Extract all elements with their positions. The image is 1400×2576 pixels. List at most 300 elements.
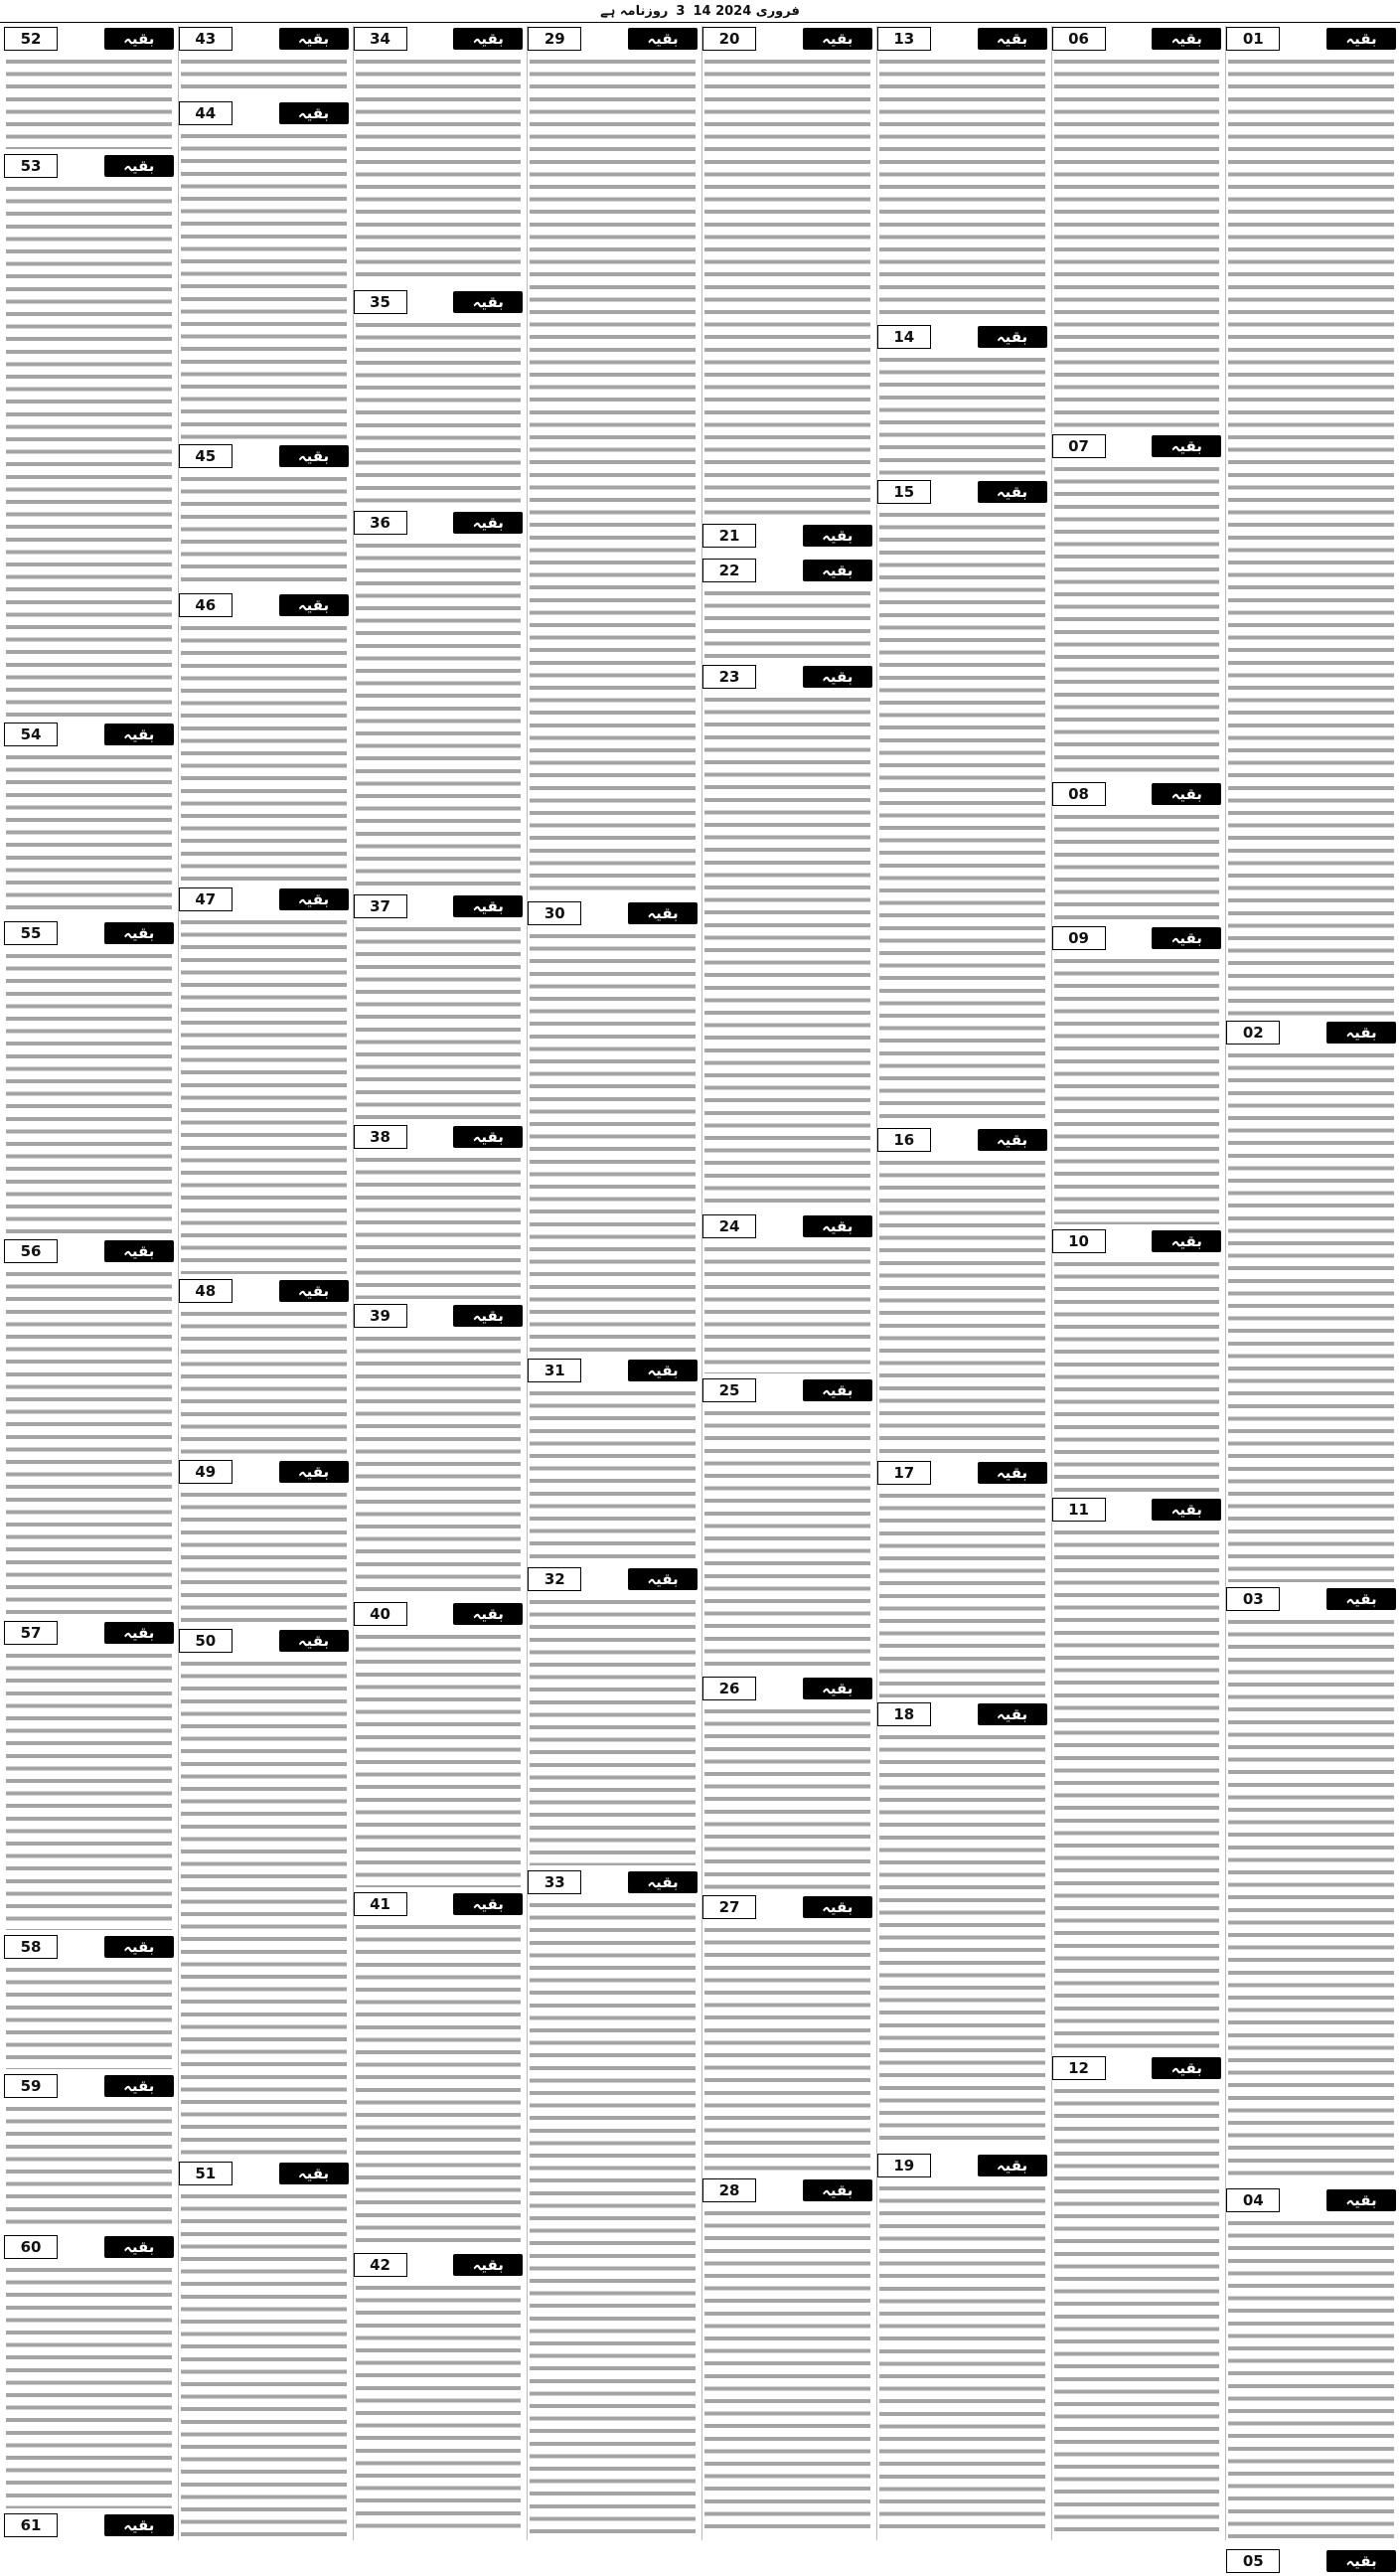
continuation-block-36 [354, 510, 524, 891]
block-number: 54 [4, 723, 58, 746]
article-body-text [1054, 56, 1220, 429]
block-header [1052, 1497, 1222, 1523]
continued-label: بقیہ [978, 2155, 1047, 2176]
block-header [4, 2234, 174, 2260]
block-number: 27 [702, 1895, 756, 1919]
paper-name: روزنامہ ہے [600, 3, 669, 19]
block-header [354, 2252, 524, 2278]
article-body-text [6, 950, 172, 1234]
continuation-block-18 [877, 1701, 1047, 2151]
continued-label: بقیہ [1152, 2057, 1221, 2079]
block-header [4, 2073, 174, 2099]
block-number: 60 [4, 2235, 58, 2259]
continued-label: بقیہ [803, 1678, 872, 1699]
block-number: 07 [1052, 434, 1106, 458]
block-number: 08 [1052, 782, 1106, 806]
continuation-block-56 [4, 1238, 174, 1618]
block-number: 40 [354, 1602, 407, 1626]
block-number: 26 [702, 1677, 756, 1700]
block-number: 57 [4, 1621, 58, 1645]
continued-label: بقیہ [1152, 1230, 1221, 1252]
continuation-block-26 [702, 1676, 872, 1892]
continued-label: بقیہ [1152, 927, 1221, 949]
article-body-text [6, 1650, 172, 1930]
continued-label: بقیہ [803, 666, 872, 688]
continued-label: بقیہ [279, 28, 349, 50]
block-number: 59 [4, 2074, 58, 2098]
block-header [528, 900, 698, 926]
continuation-block-12 [1052, 2055, 1222, 2538]
block-header [1052, 925, 1222, 951]
block-number: 38 [354, 1125, 407, 1149]
block-header [4, 1238, 174, 1264]
article-body-text [1054, 2085, 1220, 2536]
continued-label: بقیہ [279, 2163, 349, 2184]
article-body-text [356, 1921, 522, 2248]
continuation-block-32 [528, 1566, 698, 1867]
continuation-block-05 [1226, 2548, 1396, 2576]
block-number: 41 [354, 1892, 407, 1916]
continued-label: بقیہ [279, 445, 349, 467]
article-body-text [181, 916, 347, 1274]
article-body-text [6, 2264, 172, 2508]
article-body-text [181, 56, 347, 96]
block-number: 12 [1052, 2056, 1106, 2080]
continuation-block-11 [1052, 1497, 1222, 2053]
block-header [877, 2153, 1047, 2178]
block-number: 47 [179, 887, 233, 911]
article-body-text [356, 923, 522, 1120]
continued-label: بقیہ [279, 1280, 349, 1302]
continuation-block-27 [702, 1894, 872, 2175]
continuation-block-47 [179, 886, 349, 1276]
article-body-text [879, 1731, 1045, 2149]
block-number: 11 [1052, 1498, 1106, 1522]
continued-label: بقیہ [978, 1462, 1047, 1484]
block-header [877, 1460, 1047, 1486]
column-4 [701, 26, 872, 2540]
block-header [179, 1278, 349, 1304]
continued-label: بقیہ [453, 1603, 523, 1625]
block-number: 45 [179, 444, 233, 468]
continuation-block-07 [1052, 433, 1222, 779]
continuation-block-43 [179, 26, 349, 98]
block-number: 36 [354, 511, 407, 535]
article-body-text [6, 1268, 172, 1616]
block-number: 05 [1226, 2549, 1280, 2573]
block-number: 44 [179, 101, 233, 125]
article-body-text [356, 1631, 522, 1887]
block-header [1226, 2187, 1396, 2213]
continued-label: بقیہ [1326, 1022, 1396, 1044]
continuation-block-02 [1226, 1020, 1396, 1584]
article-body-text [704, 2207, 870, 2536]
block-number: 51 [179, 2162, 233, 2185]
continuation-block-17 [877, 1460, 1047, 1699]
continuation-block-37 [354, 893, 524, 1122]
block-number: 18 [877, 1702, 931, 1726]
block-header [1052, 26, 1222, 52]
block-header [179, 1628, 349, 1654]
block-number: 61 [4, 2513, 58, 2537]
block-header [1052, 433, 1222, 459]
block-number: 15 [877, 480, 931, 504]
continued-label: بقیہ [628, 1871, 698, 1893]
continued-label: بقیہ [803, 28, 872, 50]
block-header [877, 1127, 1047, 1153]
article-body-text [530, 1899, 696, 2536]
continued-label: بقیہ [803, 1896, 872, 1918]
continued-label: بقیہ [453, 1893, 523, 1915]
continued-label: بقیہ [803, 560, 872, 581]
article-body-text [181, 2190, 347, 2536]
continuation-block-52 [4, 26, 174, 151]
block-number: 53 [4, 154, 58, 178]
block-number: 16 [877, 1128, 931, 1152]
block-header [4, 1934, 174, 1960]
block-number: 06 [1052, 27, 1106, 51]
block-header [702, 2177, 872, 2203]
continuation-block-59 [4, 2073, 174, 2232]
block-number: 33 [528, 1870, 581, 1894]
page-masthead [0, 0, 1400, 23]
block-header [4, 722, 174, 747]
continuation-block-24 [702, 1213, 872, 1375]
block-header [877, 324, 1047, 350]
continued-label: بقیہ [279, 1461, 349, 1483]
block-header [179, 26, 349, 52]
continued-label: بقیہ [453, 28, 523, 50]
continuation-block-31 [528, 1358, 698, 1564]
continuation-block-10 [1052, 1228, 1222, 1495]
continuation-block-09 [1052, 925, 1222, 1226]
continuation-block-60 [4, 2234, 174, 2510]
continued-label: بقیہ [453, 2254, 523, 2276]
article-body-text [1054, 1527, 1220, 2051]
continuation-block-58 [4, 1934, 174, 2071]
continuation-block-57 [4, 1620, 174, 1932]
article-body-text [1054, 463, 1220, 777]
continued-label: بقیہ [453, 1305, 523, 1327]
block-header [4, 920, 174, 946]
article-body-text [879, 509, 1045, 1123]
column-7 [178, 26, 349, 2540]
continuation-block-48 [179, 1278, 349, 1457]
block-header [702, 558, 872, 583]
article-body-text [356, 56, 522, 285]
block-header [702, 1377, 872, 1403]
column-5 [527, 26, 698, 2540]
continuation-block-51 [179, 2161, 349, 2538]
block-header [1052, 781, 1222, 807]
article-body-text [1054, 1258, 1220, 1493]
block-header [702, 26, 872, 52]
block-number: 34 [354, 27, 407, 51]
block-header [1226, 2548, 1396, 2574]
continuation-block-46 [179, 592, 349, 885]
continuation-block-45 [179, 443, 349, 590]
continued-label: بقیہ [978, 326, 1047, 348]
block-number: 31 [528, 1359, 581, 1382]
continuation-block-33 [528, 1869, 698, 2538]
continued-label: بقیہ [978, 481, 1047, 503]
continued-label: بقیہ [279, 102, 349, 124]
block-number: 17 [877, 1461, 931, 1485]
continuation-block-28 [702, 2177, 872, 2538]
block-header [1226, 26, 1396, 52]
block-number: 43 [179, 27, 233, 51]
continued-label: بقیہ [104, 922, 174, 944]
block-header [354, 893, 524, 919]
block-number: 23 [702, 665, 756, 689]
issue-date: 14 فروری 2024 [693, 3, 800, 19]
article-body-text [6, 56, 172, 149]
continuation-block-49 [179, 1459, 349, 1626]
continued-label: بقیہ [279, 594, 349, 616]
column-3 [876, 26, 1047, 2540]
block-header [4, 2512, 174, 2538]
continued-label: بقیہ [628, 1360, 698, 1381]
block-header [1052, 1228, 1222, 1254]
continued-label: بقیہ [1152, 783, 1221, 805]
block-number: 32 [528, 1567, 581, 1591]
block-number: 28 [702, 2178, 756, 2202]
block-header [179, 1459, 349, 1485]
block-header [4, 1620, 174, 1646]
continued-label: بقیہ [104, 2075, 174, 2097]
continued-label: بقیہ [104, 724, 174, 745]
continuation-block-14 [877, 324, 1047, 477]
continued-label: بقیہ [104, 1936, 174, 1958]
article-body-text [530, 56, 696, 896]
article-body-text [704, 587, 870, 660]
article-body-text [1054, 811, 1220, 921]
article-body-text [879, 56, 1045, 320]
block-number: 01 [1226, 27, 1280, 51]
block-number: 02 [1226, 1021, 1280, 1045]
column-6 [353, 26, 524, 2540]
continuation-block-61 [4, 2512, 174, 2540]
block-number: 10 [1052, 1229, 1106, 1253]
continuation-block-39 [354, 1303, 524, 1599]
continuation-block-40 [354, 1601, 524, 1889]
continued-label: بقیہ [104, 2236, 174, 2258]
continued-label: بقیہ [1152, 1499, 1221, 1521]
block-header [179, 443, 349, 469]
block-header [877, 26, 1047, 52]
continued-label: بقیہ [978, 1129, 1047, 1151]
block-header [1226, 1020, 1396, 1046]
continuation-block-15 [877, 479, 1047, 1125]
article-body-text [356, 2282, 522, 2536]
continued-label: بقیہ [1326, 2189, 1396, 2211]
block-number: 30 [528, 901, 581, 925]
block-header [702, 1894, 872, 1920]
article-body-text [704, 1407, 870, 1672]
block-number: 52 [4, 27, 58, 51]
article-body-text [6, 183, 172, 718]
continued-label: بقیہ [453, 895, 523, 917]
block-number: 19 [877, 2154, 931, 2177]
article-body-text [356, 1154, 522, 1299]
block-header [354, 1303, 524, 1329]
continued-label: بقیہ [453, 1126, 523, 1148]
continued-label: بقیہ [803, 1379, 872, 1401]
continued-label: بقیہ [803, 1215, 872, 1237]
article-body-text [181, 622, 347, 883]
page-number: 3 [676, 3, 686, 19]
continued-label: بقیہ [104, 28, 174, 50]
continuation-block-53 [4, 153, 174, 720]
continuation-block-21 [702, 523, 872, 556]
article-body-text [1228, 56, 1394, 1016]
block-number: 50 [179, 1629, 233, 1653]
block-number: 56 [4, 1239, 58, 1263]
article-body-text [704, 1924, 870, 2174]
block-number: 22 [702, 559, 756, 582]
article-body-text [704, 56, 870, 519]
column-1 [1225, 26, 1396, 2570]
continued-label: بقیہ [1326, 2550, 1396, 2572]
block-header [4, 26, 174, 52]
continuation-block-04 [1226, 2187, 1396, 2546]
block-header [354, 1891, 524, 1917]
continuation-block-08 [1052, 781, 1222, 923]
column-8 [4, 26, 174, 2540]
block-header [1226, 1586, 1396, 1612]
newspaper-columns [4, 26, 1396, 2570]
block-number: 03 [1226, 1587, 1280, 1611]
continued-label: بقیہ [104, 1240, 174, 1262]
continued-label: بقیہ [453, 512, 523, 534]
article-body-text [704, 553, 870, 554]
article-body-text [704, 1705, 870, 1890]
block-header [354, 26, 524, 52]
block-number: 49 [179, 1460, 233, 1484]
continuation-block-42 [354, 2252, 524, 2538]
block-header [702, 523, 872, 549]
continuation-block-34 [354, 26, 524, 287]
article-body-text [356, 1333, 522, 1597]
block-header [179, 2161, 349, 2186]
block-header [179, 592, 349, 618]
article-body-text [6, 2103, 172, 2230]
continued-label: بقیہ [803, 2179, 872, 2201]
block-number: 14 [877, 325, 931, 349]
continued-label: بقیہ [628, 902, 698, 924]
continued-label: بقیہ [279, 888, 349, 910]
continuation-block-41 [354, 1891, 524, 2250]
column-2 [1051, 26, 1222, 2540]
article-body-text [6, 751, 172, 916]
article-body-text [530, 930, 696, 1354]
continued-label: بقیہ [978, 1703, 1047, 1725]
continuation-block-25 [702, 1377, 872, 1674]
block-header [354, 1124, 524, 1150]
block-header [1052, 2055, 1222, 2081]
block-header [354, 1601, 524, 1627]
continuation-block-44 [179, 100, 349, 441]
continuation-block-19 [877, 2153, 1047, 2538]
continuation-block-55 [4, 920, 174, 1236]
article-body-text [181, 1489, 347, 1624]
article-body-text [181, 473, 347, 588]
block-header [528, 1869, 698, 1895]
block-number: 58 [4, 1935, 58, 1959]
continuation-block-23 [702, 664, 872, 1211]
continued-label: بقیہ [803, 525, 872, 547]
continued-label: بقیہ [1152, 28, 1221, 50]
block-header [877, 1701, 1047, 1727]
block-number: 46 [179, 593, 233, 617]
continuation-block-22 [702, 558, 872, 662]
article-body-text [356, 319, 522, 506]
continued-label: بقیہ [104, 2514, 174, 2536]
block-number: 21 [702, 524, 756, 548]
continued-label: بقیہ [279, 1630, 349, 1652]
block-number: 25 [702, 1378, 756, 1402]
block-number: 42 [354, 2253, 407, 2277]
article-body-text [879, 2182, 1045, 2536]
block-header [4, 153, 174, 179]
continued-label: بقیہ [1326, 28, 1396, 50]
block-header [702, 664, 872, 690]
block-number: 04 [1226, 2188, 1280, 2212]
article-body-text [1228, 1616, 1394, 2183]
continued-label: بقیہ [978, 28, 1047, 50]
continuation-block-20 [702, 26, 872, 521]
article-body-text [879, 1157, 1045, 1456]
block-header [528, 1566, 698, 1592]
continuation-block-16 [877, 1127, 1047, 1458]
continuation-block-06 [1052, 26, 1222, 431]
continuation-block-13 [877, 26, 1047, 322]
block-number: 48 [179, 1279, 233, 1303]
block-header [179, 886, 349, 912]
block-number: 24 [702, 1214, 756, 1238]
block-number: 37 [354, 894, 407, 918]
block-header [702, 1676, 872, 1701]
continuation-block-03 [1226, 1586, 1396, 2185]
article-body-text [879, 354, 1045, 475]
continuation-block-01 [1226, 26, 1396, 1018]
block-number: 09 [1052, 926, 1106, 950]
continuation-block-29 [528, 26, 698, 898]
block-number: 39 [354, 1304, 407, 1328]
continued-label: بقیہ [453, 291, 523, 313]
block-header [179, 100, 349, 126]
continuation-block-50 [179, 1628, 349, 2159]
continuation-block-54 [4, 722, 174, 918]
article-body-text [1228, 1049, 1394, 1582]
block-header [528, 1358, 698, 1383]
article-body-text [1228, 2217, 1394, 2544]
article-body-text [356, 540, 522, 889]
block-header [702, 1213, 872, 1239]
article-body-text [6, 1964, 172, 2069]
article-body-text [879, 1490, 1045, 1697]
block-header [877, 479, 1047, 505]
block-number: 13 [877, 27, 931, 51]
continued-label: بقیہ [104, 1622, 174, 1644]
block-number: 20 [702, 27, 756, 51]
continuation-block-30 [528, 900, 698, 1356]
article-body-text [181, 1308, 347, 1455]
continued-label: بقیہ [628, 28, 698, 50]
article-body-text [181, 130, 347, 439]
article-body-text [1054, 955, 1220, 1224]
article-body-text [704, 694, 870, 1209]
